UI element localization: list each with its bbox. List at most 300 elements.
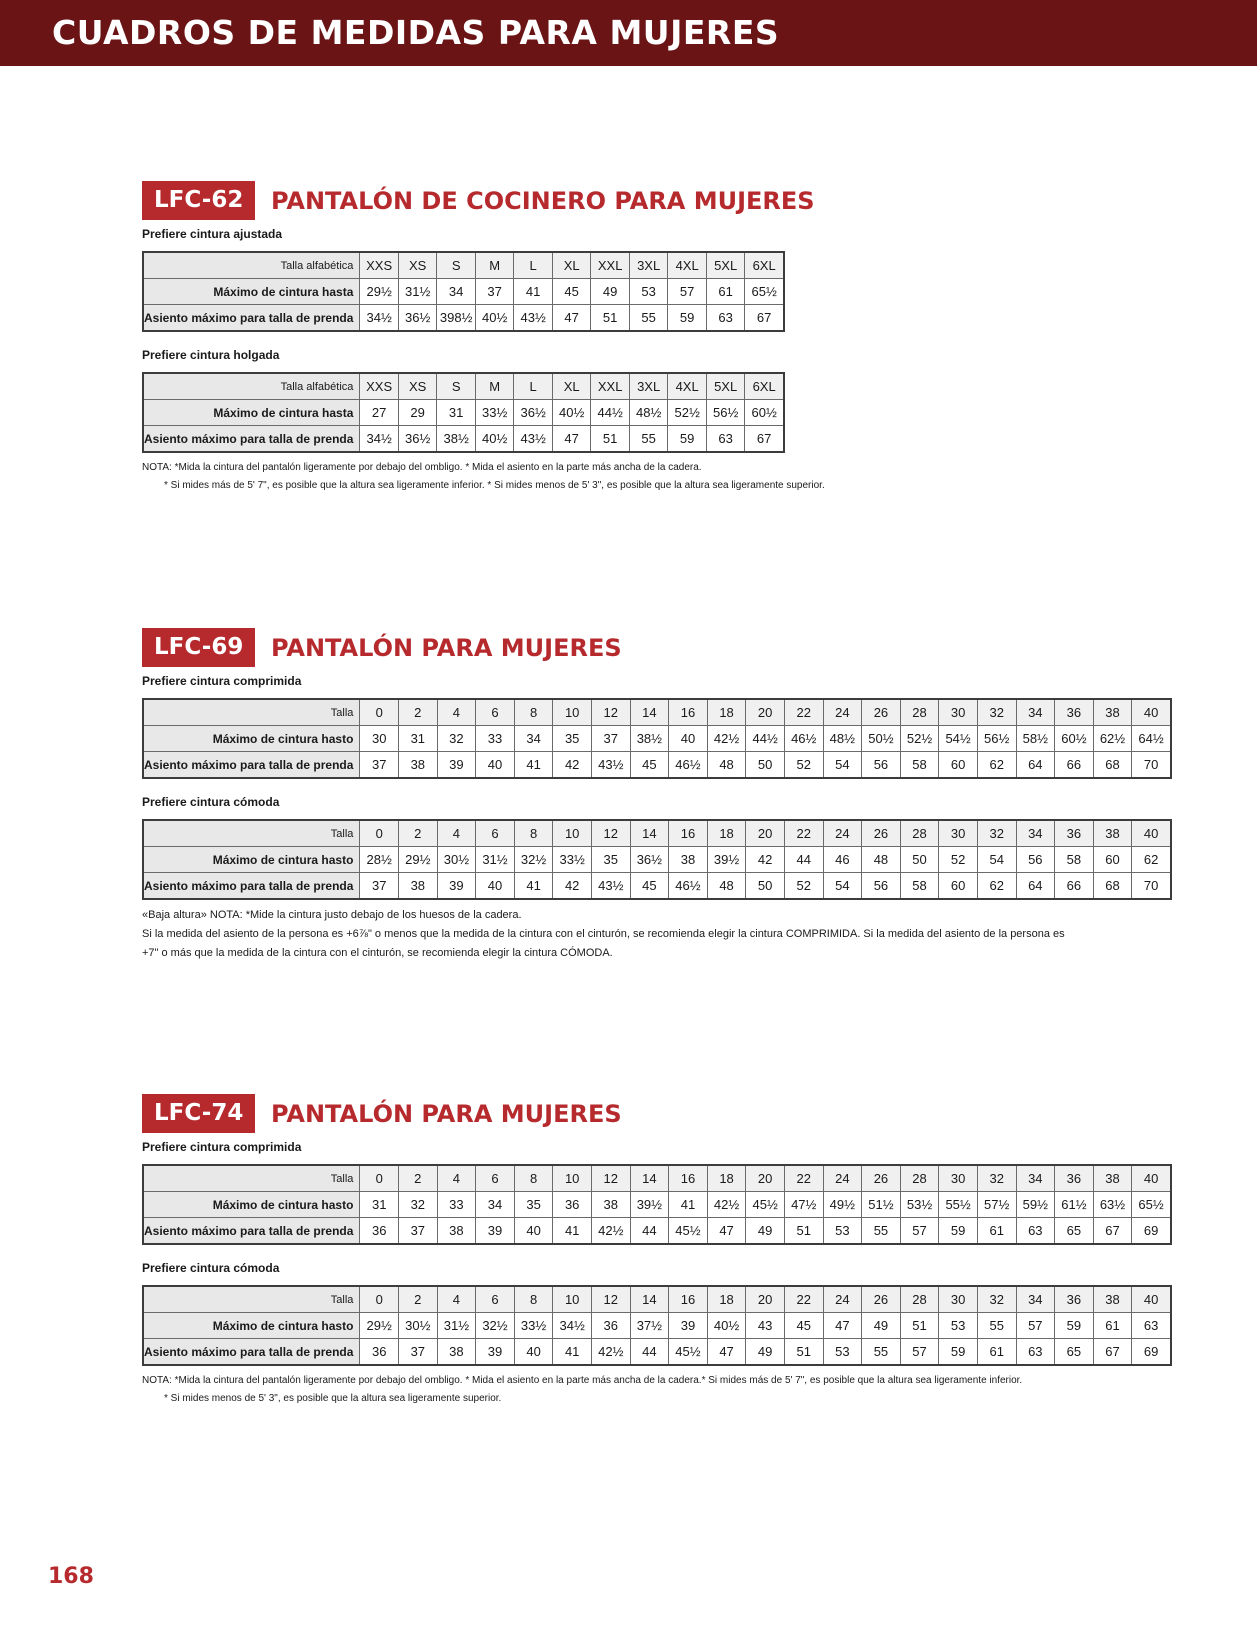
- table-cell: 56: [1016, 847, 1055, 873]
- table-cell: 48: [707, 873, 746, 900]
- size-header-cell: 34: [1016, 699, 1055, 726]
- table-cell: 40: [669, 726, 708, 752]
- table-cell: 58: [900, 873, 939, 900]
- product-code-badge: LFC-74: [142, 1094, 255, 1133]
- size-header-cell: 0: [360, 699, 399, 726]
- table-cell: 64½: [1132, 726, 1171, 752]
- size-header-cell: 22: [784, 1286, 823, 1313]
- table-cell: 63: [1016, 1218, 1055, 1245]
- size-header-cell: 14: [630, 1286, 669, 1313]
- table-cell: 39: [437, 752, 476, 779]
- table-cell: 53: [823, 1218, 862, 1245]
- size-header-cell: 36: [1055, 820, 1094, 847]
- row-label: Máximo de cintura hasta: [143, 400, 360, 426]
- table-cell: 42: [553, 873, 592, 900]
- table-cell: 37: [475, 279, 514, 305]
- size-header-cell: 5XL: [706, 252, 745, 279]
- size-header-cell: 40: [1132, 820, 1171, 847]
- size-header-cell: 30: [939, 1286, 978, 1313]
- row-label: Talla: [143, 820, 360, 847]
- size-table: [142, 1285, 1172, 1366]
- product-code-badge: LFC-69: [142, 628, 255, 667]
- table-cell: 67: [745, 426, 784, 453]
- size-header-cell: 36: [1055, 1286, 1094, 1313]
- size-header-cell: 10: [553, 699, 592, 726]
- table-cell: 32½: [476, 1313, 515, 1339]
- table-cell: 42½: [591, 1218, 630, 1245]
- size-header-cell: 0: [360, 820, 399, 847]
- table-cell: 38: [437, 1339, 476, 1366]
- section-title: PANTALÓN PARA MUJERES: [271, 1100, 622, 1128]
- section-lfc-69: [142, 628, 1172, 963]
- table-cell: 59: [1055, 1313, 1094, 1339]
- row-label: Asiento máximo para talla de prenda: [143, 305, 360, 332]
- table-cell: 36½: [514, 400, 553, 426]
- table-cell: 44½: [746, 726, 785, 752]
- size-header-row: [143, 820, 1171, 847]
- table-cell: 31½: [398, 279, 437, 305]
- size-header-cell: XS: [398, 373, 437, 400]
- table-cell: 30: [360, 726, 399, 752]
- table-cell: 36: [553, 1192, 592, 1218]
- table-cell: 398½: [437, 305, 476, 332]
- size-header-cell: 6: [476, 1165, 515, 1192]
- size-header-cell: 32: [977, 699, 1016, 726]
- note-text: NOTA: *Mida la cintura del pantalón ligeramente por debajo del ombligo. * Mida el asiento en la parte más ancha de la cadera.: [142, 462, 702, 473]
- table-cell: 32: [437, 726, 476, 752]
- table-cell: 34: [514, 726, 553, 752]
- size-header-cell: 4XL: [668, 373, 707, 400]
- table-cell: 59: [668, 426, 707, 453]
- table-cell: 57½: [977, 1192, 1016, 1218]
- table-cell: 56½: [706, 400, 745, 426]
- table-cell: 45½: [669, 1218, 708, 1245]
- table-cell: 58: [1055, 847, 1094, 873]
- size-header-cell: 22: [784, 820, 823, 847]
- table-cell: 69: [1132, 1339, 1171, 1366]
- table-cell: 61: [1093, 1313, 1132, 1339]
- size-header-row: [143, 1286, 1171, 1313]
- table-cell: 57: [900, 1339, 939, 1366]
- size-header-cell: 26: [862, 1165, 901, 1192]
- table-cell: 45½: [669, 1339, 708, 1366]
- size-table: [142, 698, 1172, 779]
- table-cell: 33½: [514, 1313, 553, 1339]
- table-cell: 37: [360, 752, 399, 779]
- table-cell: 39½: [630, 1192, 669, 1218]
- table-cell: 40: [476, 873, 515, 900]
- table-cell: 42½: [707, 726, 746, 752]
- table-cell: 50½: [862, 726, 901, 752]
- table-cell: 55½: [939, 1192, 978, 1218]
- size-header-cell: 38: [1093, 1286, 1132, 1313]
- size-header-cell: 16: [669, 1286, 708, 1313]
- table-cell: 43½: [591, 873, 630, 900]
- table-cell: 50: [746, 873, 785, 900]
- size-header-cell: 12: [591, 820, 630, 847]
- table-cell: 34½: [360, 426, 399, 453]
- size-header-cell: 24: [823, 820, 862, 847]
- size-header-cell: XL: [552, 252, 591, 279]
- size-header-cell: 4: [437, 1165, 476, 1192]
- table-cell: 29½: [399, 847, 438, 873]
- table-cell: 42: [553, 752, 592, 779]
- size-header-cell: 24: [823, 699, 862, 726]
- section-title: PANTALÓN PARA MUJERES: [271, 634, 622, 662]
- size-header-cell: 6XL: [745, 252, 784, 279]
- size-header-cell: 16: [669, 699, 708, 726]
- note-text: Si la medida del asiento de la persona es +6⅞" o menos que la medida de la cintura con el cinturón, se recomienda elegir la cintura COMPRIMIDA. Si la medida del asiento de la persona es +7" o más que la medida de la cintura con el cinturón, se recomienda elegir la cintura CÓMODA.: [142, 928, 1065, 959]
- table-cell: 42½: [707, 1192, 746, 1218]
- table-cell: 42: [746, 847, 785, 873]
- table-cell: 62: [977, 752, 1016, 779]
- table-cell: 60½: [745, 400, 784, 426]
- table-cell: 40½: [475, 426, 514, 453]
- size-header-cell: 20: [746, 820, 785, 847]
- size-header-cell: 30: [939, 1165, 978, 1192]
- table-cell: 30½: [437, 847, 476, 873]
- row-label: Talla alfabética: [143, 252, 360, 279]
- table-cell: 38: [591, 1192, 630, 1218]
- table-cell: 47½: [784, 1192, 823, 1218]
- table-cell: 31: [437, 400, 476, 426]
- table-cell: 37½: [630, 1313, 669, 1339]
- table-cell: 38: [437, 1218, 476, 1245]
- table-cell: 59½: [1016, 1192, 1055, 1218]
- size-table: [142, 251, 785, 332]
- note-text: * Si mides menos de 5' 3", es posible que la altura sea ligeramente superior.: [164, 1393, 502, 1404]
- section-title: PANTALÓN DE COCINERO PARA MUJERES: [271, 187, 815, 215]
- table-cell: 62½: [1093, 726, 1132, 752]
- table-cell: 36: [360, 1339, 399, 1366]
- table-cell: 62: [977, 873, 1016, 900]
- size-header-cell: 38: [1093, 820, 1132, 847]
- table-cell: 51: [591, 305, 630, 332]
- table-cell: 47: [707, 1339, 746, 1366]
- table-cell: 52: [784, 752, 823, 779]
- size-header-cell: 16: [669, 1165, 708, 1192]
- table-cell: 33½: [553, 847, 592, 873]
- size-header-cell: 6: [476, 820, 515, 847]
- table-cell: 34: [476, 1192, 515, 1218]
- note-text: * Si mides más de 5' 7", es posible que la altura sea ligeramente inferior. * Si mides menos de 5' 3", es posible que la altura sea ligeramente superior.: [164, 480, 825, 491]
- table-cell: 40½: [552, 400, 591, 426]
- table-cell: 59: [668, 305, 707, 332]
- table-cell: 65: [1055, 1218, 1094, 1245]
- table-cell: 52: [939, 847, 978, 873]
- note-text: NOTA: *Mida la cintura del pantalón ligeramente por debajo del ombligo. * Mida el asiento en la parte más ancha de la cadera.* Si mides más de 5' 7", es posible que la altura sea ligeramente inferior.: [142, 1375, 1023, 1386]
- size-header-row: [143, 699, 1171, 726]
- size-header-cell: XXL: [591, 252, 630, 279]
- size-header-cell: 18: [707, 820, 746, 847]
- table-cell: 47: [707, 1218, 746, 1245]
- table-cell: 56: [862, 752, 901, 779]
- table-cell: 68: [1093, 873, 1132, 900]
- size-header-cell: M: [475, 252, 514, 279]
- size-header-cell: 10: [553, 820, 592, 847]
- table-cell: 39½: [707, 847, 746, 873]
- size-header-cell: 26: [862, 1286, 901, 1313]
- table-row: [143, 1192, 1171, 1218]
- size-header-cell: 8: [514, 1286, 553, 1313]
- table-cell: 40: [476, 752, 515, 779]
- size-header-cell: 14: [630, 699, 669, 726]
- size-header-cell: 6: [476, 1286, 515, 1313]
- table-cell: 32½: [514, 847, 553, 873]
- table-cell: 46½: [784, 726, 823, 752]
- table-row: [143, 279, 784, 305]
- row-label: Máximo de cintura hasto: [143, 847, 360, 873]
- table-cell: 33½: [475, 400, 514, 426]
- table-cell: 65½: [1132, 1192, 1171, 1218]
- table-cell: 35: [591, 847, 630, 873]
- size-header-cell: 2: [399, 699, 438, 726]
- row-label: Talla: [143, 699, 360, 726]
- table-cell: 54: [823, 752, 862, 779]
- table-cell: 31½: [437, 1313, 476, 1339]
- table-cell: 43½: [514, 426, 553, 453]
- table-subtitle: Prefiere cintura holgada: [142, 348, 280, 362]
- table-cell: 44: [784, 847, 823, 873]
- table-cell: 63: [1016, 1339, 1055, 1366]
- table-cell: 31: [360, 1192, 399, 1218]
- size-header-cell: 20: [746, 1286, 785, 1313]
- size-table: [142, 372, 785, 453]
- table-cell: 36½: [630, 847, 669, 873]
- table-cell: 70: [1132, 752, 1171, 779]
- size-header-cell: 4: [437, 1286, 476, 1313]
- table-cell: 43½: [591, 752, 630, 779]
- table-cell: 45: [552, 279, 591, 305]
- section-header: [142, 181, 825, 221]
- table-cell: 65: [1055, 1339, 1094, 1366]
- table-cell: 47: [552, 426, 591, 453]
- table-cell: 48½: [629, 400, 668, 426]
- table-cell: 40½: [475, 305, 514, 332]
- table-subtitle: Prefiere cintura comprimida: [142, 674, 302, 688]
- size-header-cell: 34: [1016, 1286, 1055, 1313]
- table-cell: 36: [591, 1313, 630, 1339]
- size-header-cell: 28: [900, 699, 939, 726]
- size-header-cell: 0: [360, 1286, 399, 1313]
- table-cell: 31: [399, 726, 438, 752]
- page-title: CUADROS DE MEDIDAS PARA MUJERES: [52, 13, 780, 52]
- table-cell: 59: [939, 1218, 978, 1245]
- table-cell: 54: [977, 847, 1016, 873]
- row-label: Asiento máximo para talla de prenda: [143, 1339, 360, 1366]
- table-cell: 30½: [399, 1313, 438, 1339]
- table-cell: 37: [360, 873, 399, 900]
- size-header-cell: 36: [1055, 699, 1094, 726]
- table-cell: 53: [629, 279, 668, 305]
- table-cell: 34½: [360, 305, 399, 332]
- size-header-cell: XXS: [360, 373, 399, 400]
- row-label: Talla alfabética: [143, 373, 360, 400]
- size-header-cell: 6XL: [745, 373, 784, 400]
- table-cell: 49: [591, 279, 630, 305]
- table-subtitle: Prefiere cintura ajustada: [142, 227, 283, 241]
- size-header-cell: 40: [1132, 1165, 1171, 1192]
- row-label: Talla: [143, 1165, 360, 1192]
- row-label: Máximo de cintura hasto: [143, 726, 360, 752]
- table-cell: 63: [706, 426, 745, 453]
- size-header-row: [143, 252, 784, 279]
- table-row: [143, 752, 1171, 779]
- table-subtitle: Prefiere cintura cómoda: [142, 795, 280, 809]
- table-cell: 49½: [823, 1192, 862, 1218]
- row-label: Asiento máximo para talla de prenda: [143, 752, 360, 779]
- table-cell: 55: [862, 1218, 901, 1245]
- size-header-cell: 32: [977, 1286, 1016, 1313]
- table-cell: 38½: [630, 726, 669, 752]
- table-cell: 51: [784, 1218, 823, 1245]
- table-cell: 47: [552, 305, 591, 332]
- table-cell: 36½: [398, 426, 437, 453]
- table-cell: 51: [900, 1313, 939, 1339]
- note-text: «Baja altura» NOTA: *Mide la cintura justo debajo de los huesos de la cadera.: [142, 909, 522, 921]
- table-cell: 61: [706, 279, 745, 305]
- row-label: Máximo de cintura hasto: [143, 1192, 360, 1218]
- size-header-cell: 12: [591, 699, 630, 726]
- size-header-cell: 32: [977, 1165, 1016, 1192]
- size-header-cell: 26: [862, 699, 901, 726]
- table-cell: 37: [399, 1218, 438, 1245]
- table-cell: 49: [746, 1339, 785, 1366]
- table-cell: 47: [823, 1313, 862, 1339]
- size-header-cell: S: [437, 252, 476, 279]
- size-header-cell: 30: [939, 820, 978, 847]
- size-header-cell: 32: [977, 820, 1016, 847]
- size-header-cell: 2: [399, 1165, 438, 1192]
- size-header-cell: 26: [862, 820, 901, 847]
- table-cell: 52½: [900, 726, 939, 752]
- size-header-row: [143, 1165, 1171, 1192]
- table-cell: 50: [746, 752, 785, 779]
- table-cell: 66: [1055, 752, 1094, 779]
- table-cell: 53½: [900, 1192, 939, 1218]
- table-cell: 52: [784, 873, 823, 900]
- size-header-cell: 0: [360, 1165, 399, 1192]
- size-header-cell: 18: [707, 699, 746, 726]
- size-header-cell: 18: [707, 1165, 746, 1192]
- table-cell: 38: [669, 847, 708, 873]
- table-cell: 60: [939, 873, 978, 900]
- section-lfc-74: [142, 1094, 1172, 1408]
- size-header-cell: 2: [399, 820, 438, 847]
- size-header-cell: 12: [591, 1286, 630, 1313]
- table-cell: 45: [630, 752, 669, 779]
- table-cell: 48½: [823, 726, 862, 752]
- table-cell: 29: [398, 400, 437, 426]
- row-label: Máximo de cintura hasto: [143, 1313, 360, 1339]
- table-row: [143, 426, 784, 453]
- table-cell: 67: [1093, 1339, 1132, 1366]
- table-cell: 61½: [1055, 1192, 1094, 1218]
- table-row: [143, 726, 1171, 752]
- table-cell: 67: [745, 305, 784, 332]
- table-cell: 67: [1093, 1218, 1132, 1245]
- table-cell: 37: [591, 726, 630, 752]
- size-header-cell: 3XL: [629, 252, 668, 279]
- table-cell: 53: [823, 1339, 862, 1366]
- header-bar: [0, 0, 1257, 66]
- size-header-cell: 4XL: [668, 252, 707, 279]
- table-cell: 45½: [746, 1192, 785, 1218]
- size-header-cell: XS: [398, 252, 437, 279]
- table-cell: 48: [862, 847, 901, 873]
- table-subtitle: Prefiere cintura cómoda: [142, 1261, 280, 1275]
- table-cell: 44: [630, 1218, 669, 1245]
- size-header-cell: 4: [437, 699, 476, 726]
- table-cell: 57: [668, 279, 707, 305]
- table-cell: 45: [784, 1313, 823, 1339]
- table-cell: 50: [900, 847, 939, 873]
- size-header-cell: 22: [784, 699, 823, 726]
- table-cell: 38: [399, 873, 438, 900]
- table-cell: 34½: [553, 1313, 592, 1339]
- table-cell: 39: [669, 1313, 708, 1339]
- table-cell: 32: [399, 1192, 438, 1218]
- table-cell: 41: [514, 873, 553, 900]
- table-cell: 39: [476, 1339, 515, 1366]
- table-cell: 64: [1016, 752, 1055, 779]
- size-header-cell: 36: [1055, 1165, 1094, 1192]
- table-cell: 29½: [360, 1313, 399, 1339]
- table-cell: 51: [784, 1339, 823, 1366]
- size-header-cell: 40: [1132, 699, 1171, 726]
- table-cell: 46½: [669, 873, 708, 900]
- table-cell: 39: [437, 873, 476, 900]
- table-cell: 36: [360, 1218, 399, 1245]
- size-header-cell: 20: [746, 1165, 785, 1192]
- table-cell: 61: [977, 1339, 1016, 1366]
- table-cell: 31½: [476, 847, 515, 873]
- size-header-cell: 40: [1132, 1286, 1171, 1313]
- size-header-cell: 38: [1093, 1165, 1132, 1192]
- table-cell: 46: [823, 847, 862, 873]
- table-cell: 55: [862, 1339, 901, 1366]
- size-header-cell: L: [514, 252, 553, 279]
- table-cell: 44½: [591, 400, 630, 426]
- table-cell: 41: [553, 1339, 592, 1366]
- table-cell: 54½: [939, 726, 978, 752]
- section-header: [142, 1094, 1172, 1134]
- table-cell: 52½: [668, 400, 707, 426]
- size-header-cell: 30: [939, 699, 978, 726]
- table-cell: 60½: [1055, 726, 1094, 752]
- size-header-row: [143, 373, 784, 400]
- table-cell: 57: [1016, 1313, 1055, 1339]
- size-header-cell: XXL: [591, 373, 630, 400]
- table-cell: 36½: [398, 305, 437, 332]
- table-cell: 58½: [1016, 726, 1055, 752]
- table-cell: 27: [360, 400, 399, 426]
- size-header-cell: 12: [591, 1165, 630, 1192]
- row-label: Asiento máximo para talla de prenda: [143, 1218, 360, 1245]
- table-cell: 56: [862, 873, 901, 900]
- table-cell: 55: [629, 305, 668, 332]
- table-cell: 58: [900, 752, 939, 779]
- size-header-cell: 5XL: [706, 373, 745, 400]
- table-cell: 35: [553, 726, 592, 752]
- table-cell: 69: [1132, 1218, 1171, 1245]
- table-cell: 66: [1055, 873, 1094, 900]
- size-header-cell: 34: [1016, 820, 1055, 847]
- table-cell: 41: [514, 279, 553, 305]
- size-header-cell: 28: [900, 1165, 939, 1192]
- size-table: [142, 1164, 1172, 1245]
- table-cell: 35: [514, 1192, 553, 1218]
